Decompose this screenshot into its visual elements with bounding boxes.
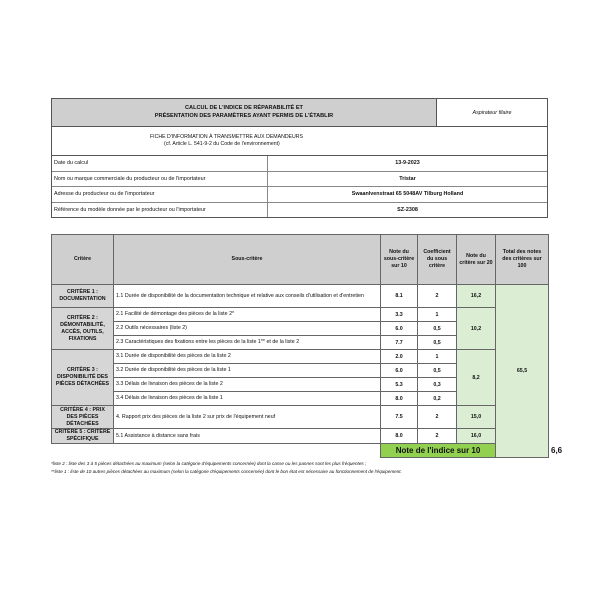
sub-coefficient: 0,2 <box>418 392 457 406</box>
table-row <box>52 285 549 308</box>
fiche-title <box>51 127 548 155</box>
document-header <box>51 98 548 127</box>
sub-coefficient: 1 <box>418 350 457 364</box>
criterion-name: CRITÈRE 2 : DÉMONTABILITÉ, ACCÈS, OUTILS, FIXATIONS <box>52 308 114 350</box>
total-score: 65,5 <box>496 285 549 458</box>
sub-coefficient: 0,3 <box>418 378 457 392</box>
sub-coefficient: 0,5 <box>418 322 457 336</box>
sub-criterion: 2.3 Caractéristiques des fixations entre les pièces de la liste 1** et de la liste 2 <box>114 336 381 350</box>
fiche-line-1: FICHE D'INFORMATION À TRANSMETTRE AUX DEMANDEURS <box>150 134 303 140</box>
repairability-document <box>51 98 563 476</box>
sub-score: 8.0 <box>381 392 418 406</box>
criterion-score: 10,2 <box>457 308 496 350</box>
criterion-score: 16,0 <box>457 429 496 444</box>
footnote-2: **liste 1 : liste de 10 autres pièces détachées au maximum (selon la catégorie d'équipements concernée) dont le bon état est nécessaire au fonctionnement de l'équipement. <box>51 469 402 474</box>
sub-coefficient: 2 <box>418 429 457 444</box>
table-row <box>52 350 549 364</box>
sub-score: 7.7 <box>381 336 418 350</box>
sub-criterion: 3.1 Durée de disponibilité des pièces de la liste 2 <box>114 350 381 364</box>
sub-criterion: 5.1 Assistance à distance sans frais <box>114 429 381 444</box>
criterion-score: 8,2 <box>457 350 496 406</box>
title-line-2: PRÉSENTATION DES PARAMÈTRES AYANT PERMIS DE L'ÉTABLIR <box>154 112 334 119</box>
footnotes <box>51 460 548 476</box>
criterion-name: CRITÈRE 3 : DISPONIBILITÉ DES PIÈCES DÉTACHÉES <box>52 350 114 406</box>
table-header-row <box>52 235 549 285</box>
header-title <box>52 99 437 126</box>
table-row <box>52 308 549 322</box>
sub-score: 2.0 <box>381 350 418 364</box>
sub-score: 6.0 <box>381 364 418 378</box>
info-value: SZ-2308 <box>397 206 418 213</box>
sub-criterion: 2.1 Facilité de démontage des pièces de la liste 2* <box>114 308 381 322</box>
sub-score: 3.3 <box>381 308 418 322</box>
sub-score: 5.3 <box>381 378 418 392</box>
sub-score: 6.0 <box>381 322 418 336</box>
info-label: Référence du modèle donnée par le producteur ou l'importateur <box>52 203 268 218</box>
info-row <box>52 156 547 172</box>
sub-coefficient: 2 <box>418 285 457 308</box>
criterion-score: 15,0 <box>457 406 496 429</box>
info-label: Date du calcul <box>52 156 268 171</box>
final-score-label: Note de l'indice sur 10 <box>381 444 496 458</box>
col-critere: Critère <box>52 235 114 285</box>
sub-coefficient: 2 <box>418 406 457 429</box>
info-label: Nom ou marque commerciale du producteur ou de l'importateur <box>52 172 268 187</box>
criterion-name: CRITÈRE 4 : PRIX DES PIÈCES DÉTACHÉES <box>52 406 114 429</box>
info-value: Swaanlvenstraat 65 5048AV Tilburg Holland <box>351 191 464 198</box>
sub-criterion: 3.2 Durée de disponibilité des pièces de la liste 1 <box>114 364 381 378</box>
col-note-sous-critere: Note du sous-critère sur 10 <box>381 235 418 285</box>
sub-criterion: 2.2 Outils nécessaires (liste 2) <box>114 322 381 336</box>
col-note-critere: Note du critère sur 20 <box>457 235 496 285</box>
info-table <box>51 155 548 218</box>
final-score-row: Note de l'indice sur 10 6,6 <box>52 444 549 458</box>
sub-coefficient: 0,5 <box>418 336 457 350</box>
sub-criterion: 3.3 Délais de livraison des pièces de la liste 2 <box>114 378 381 392</box>
info-row <box>52 203 547 218</box>
sub-coefficient: 1 <box>418 308 457 322</box>
sub-criterion: 3.4 Délais de livraison des pièces de la liste 1 <box>114 392 381 406</box>
criterion-name: CRITÈRE 1 : DOCUMENTATION <box>52 285 114 308</box>
sub-coefficient: 0,5 <box>418 364 457 378</box>
sub-criterion: 1.1 Durée de disponibilité de la documentation technique et relative aux conseils d'utilisation et d'entretien <box>114 285 381 308</box>
table-row <box>52 406 549 429</box>
col-coefficient: Coefficient du sous critère <box>418 235 457 285</box>
table-row <box>52 429 549 444</box>
score-table <box>51 234 563 458</box>
info-value: Tristar <box>399 175 416 182</box>
fiche-line-2: (cf. Article L. 541-9-2 du Code de l'environnement) <box>164 141 280 147</box>
col-total: Total des notes des critères sur 100 <box>496 235 549 285</box>
title-line-1: CALCUL DE L'INDICE DE RÉPARABILITÉ ET <box>185 105 303 111</box>
product-name: Aspirateur filaire <box>472 109 512 116</box>
sub-score: 8.1 <box>381 285 418 308</box>
footnote-1: *liste 2 : liste des 3 à 5 pièces détachées au maximum (selon la catégorie d'équipements concernée) dont la casse ou les pannes sont les plus fréquentes ; <box>51 461 367 466</box>
sub-score: 8.0 <box>381 429 418 444</box>
info-value: 13-9-2023 <box>395 160 420 167</box>
sub-criterion: 4. Rapport prix des pièces de la liste 2 sur prix de l'équipement neuf <box>114 406 381 429</box>
col-sous-critere: Sous-critère <box>114 235 381 285</box>
info-row <box>52 187 547 203</box>
criterion-score: 16,2 <box>457 285 496 308</box>
criterion-name: CRITÈRE 5 : CRITÈRE SPÉCIFIQUE <box>52 429 114 444</box>
info-row <box>52 172 547 188</box>
info-label: Adresse du producteur ou de l'importateur <box>52 187 268 202</box>
sub-score: 7.5 <box>381 406 418 429</box>
